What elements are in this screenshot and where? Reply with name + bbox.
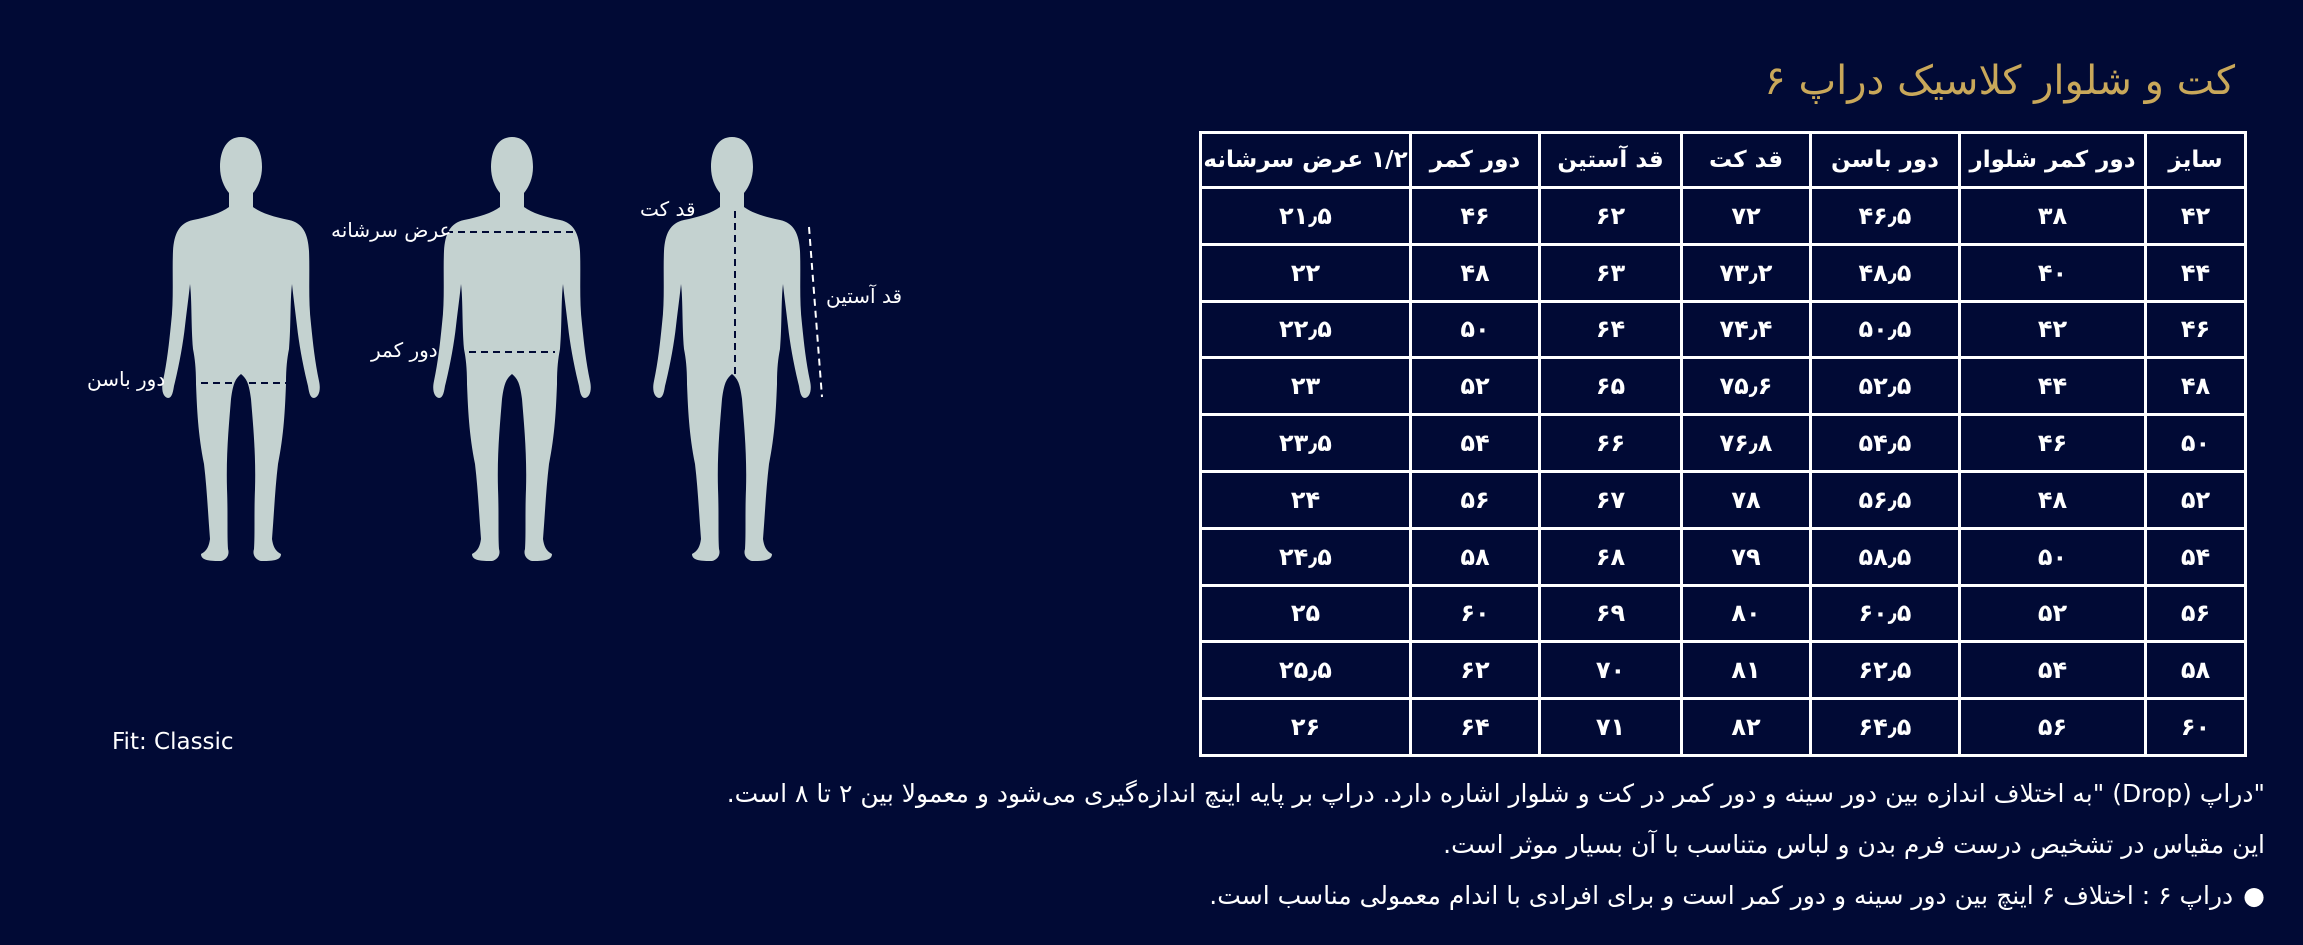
note-drop-6-text: دراپ ۶ : اختلاف ۶ اینچ بین دور سینه و دور کمر است و برای افرادی با اندام معمولی مناسب است. bbox=[1209, 881, 2234, 910]
table-header-cell: دور کمر شلوار bbox=[1960, 133, 2146, 188]
body-figures bbox=[0, 0, 960, 700]
table-cell: ۵۲ bbox=[1960, 585, 2146, 642]
table-cell: ۴۴ bbox=[1960, 358, 2146, 415]
table-cell: ۴۰ bbox=[1960, 244, 2146, 301]
table-cell: ۵۰٫۵ bbox=[1811, 301, 1960, 358]
table-cell: ۶۰ bbox=[1411, 585, 1540, 642]
table-cell: ۷۲ bbox=[1682, 188, 1811, 245]
table-cell: ۵۲ bbox=[2146, 471, 2246, 528]
table-cell: ۳۸ bbox=[1960, 188, 2146, 245]
size-table bbox=[1199, 131, 2247, 757]
table-cell: ۶۸ bbox=[1540, 528, 1682, 585]
label-jacket-length: قد کت bbox=[640, 197, 696, 221]
table-cell: ۵۰ bbox=[1960, 528, 2146, 585]
label-waist: دور کمر bbox=[371, 338, 438, 362]
table-cell: ۵۴ bbox=[1411, 415, 1540, 472]
table-cell: ۲۵٫۵ bbox=[1201, 642, 1411, 699]
table-row bbox=[1201, 585, 2246, 642]
table-cell: ۶۹ bbox=[1540, 585, 1682, 642]
table-cell: ۷۴٫۴ bbox=[1682, 301, 1811, 358]
table-row bbox=[1201, 415, 2246, 472]
note-drop-6 bbox=[727, 870, 2265, 921]
table-cell: ۶۳ bbox=[1540, 244, 1682, 301]
table-cell: ۷۱ bbox=[1540, 699, 1682, 756]
table-row bbox=[1201, 358, 2246, 415]
table-cell: ۶۵ bbox=[1540, 358, 1682, 415]
table-row bbox=[1201, 699, 2246, 756]
table-cell: ۴۸ bbox=[2146, 358, 2246, 415]
page-title: کت و شلوار کلاسیک دراپ ۶ bbox=[1764, 58, 2235, 104]
table-cell: ۴۸٫۵ bbox=[1811, 244, 1960, 301]
table-cell: ۲۳٫۵ bbox=[1201, 415, 1411, 472]
table-cell: ۵۲ bbox=[1411, 358, 1540, 415]
table-cell: ۸۱ bbox=[1682, 642, 1811, 699]
table-cell: ۴۴ bbox=[2146, 244, 2246, 301]
table-cell: ۷۹ bbox=[1682, 528, 1811, 585]
table-header-cell: قد آستین bbox=[1540, 133, 1682, 188]
table-cell: ۴۲ bbox=[2146, 188, 2246, 245]
table-cell: ۵۶ bbox=[1411, 471, 1540, 528]
fit-label: Fit: Classic bbox=[112, 729, 234, 755]
table-header-cell: دور باسن bbox=[1811, 133, 1960, 188]
table-cell: ۴۲ bbox=[1960, 301, 2146, 358]
table-cell: ۵۶ bbox=[1960, 699, 2146, 756]
table-cell: ۴۶ bbox=[1411, 188, 1540, 245]
table-body bbox=[1201, 188, 2246, 756]
table-cell: ۲۱٫۵ bbox=[1201, 188, 1411, 245]
bullet-icon: ● bbox=[2243, 881, 2265, 910]
table-cell: ۶۰٫۵ bbox=[1811, 585, 1960, 642]
table-cell: ۶۴ bbox=[1540, 301, 1682, 358]
table-cell: ۵۴٫۵ bbox=[1811, 415, 1960, 472]
table-header-cell: ۱/۲ عرض سرشانه bbox=[1201, 133, 1411, 188]
table-cell: ۶۴٫۵ bbox=[1811, 699, 1960, 756]
table-row bbox=[1201, 301, 2246, 358]
table-row bbox=[1201, 244, 2246, 301]
table-cell: ۷۶٫۸ bbox=[1682, 415, 1811, 472]
table-header-cell: قد کت bbox=[1682, 133, 1811, 188]
table-cell: ۶۲ bbox=[1540, 188, 1682, 245]
label-shoulder-width: عرض سرشانه bbox=[331, 218, 452, 242]
table-cell: ۶۶ bbox=[1540, 415, 1682, 472]
table-row bbox=[1201, 188, 2246, 245]
table-cell: ۲۵ bbox=[1201, 585, 1411, 642]
figure-middle bbox=[433, 137, 591, 561]
figure-back bbox=[162, 137, 320, 561]
table-cell: ۲۳ bbox=[1201, 358, 1411, 415]
table-cell: ۷۳٫۲ bbox=[1682, 244, 1811, 301]
table-cell: ۲۲ bbox=[1201, 244, 1411, 301]
note-importance: این مقیاس در تشخیص درست فرم بدن و لباس متناسب با آن بسیار موثر است. bbox=[1443, 830, 2265, 859]
table-cell: ۸۲ bbox=[1682, 699, 1811, 756]
table-cell: ۶۲ bbox=[1411, 642, 1540, 699]
note-drop-definition: "دراپ (Drop) "به اختلاف اندازه بین دور سینه و دور کمر در کت و شلوار اشاره دارد. دراپ بر پایه اینچ اندازه‌گیری می‌شود و معمولا بین ۲ تا ۸ است. bbox=[726, 779, 2265, 808]
table-cell: ۷۸ bbox=[1682, 471, 1811, 528]
label-sleeve-length: قد آستین bbox=[826, 284, 903, 308]
table-cell: ۶۰ bbox=[2146, 699, 2246, 756]
table-cell: ۵۰ bbox=[2146, 415, 2246, 472]
table-row bbox=[1201, 471, 2246, 528]
table-cell: ۲۴٫۵ bbox=[1201, 528, 1411, 585]
table-row bbox=[1201, 642, 2246, 699]
table-row bbox=[1201, 528, 2246, 585]
table-cell: ۵۰ bbox=[1411, 301, 1540, 358]
notes bbox=[727, 768, 2265, 921]
table-cell: ۴۶ bbox=[1960, 415, 2146, 472]
table-cell: ۲۲٫۵ bbox=[1201, 301, 1411, 358]
table-cell: ۴۸ bbox=[1411, 244, 1540, 301]
table-header-row bbox=[1201, 133, 2246, 188]
table-cell: ۴۶ bbox=[2146, 301, 2246, 358]
table-header-cell: سایز bbox=[2146, 133, 2246, 188]
table-header-cell: دور کمر bbox=[1411, 133, 1540, 188]
table-cell: ۵۸٫۵ bbox=[1811, 528, 1960, 585]
table-cell: ۷۵٫۶ bbox=[1682, 358, 1811, 415]
table-cell: ۲۴ bbox=[1201, 471, 1411, 528]
table-cell: ۵۲٫۵ bbox=[1811, 358, 1960, 415]
table-cell: ۵۶٫۵ bbox=[1811, 471, 1960, 528]
table-cell: ۵۴ bbox=[2146, 528, 2246, 585]
table-cell: ۴۸ bbox=[1960, 471, 2146, 528]
table-cell: ۵۴ bbox=[1960, 642, 2146, 699]
table-cell: ۶۲٫۵ bbox=[1811, 642, 1960, 699]
table-cell: ۵۶ bbox=[2146, 585, 2246, 642]
table-cell: ۶۷ bbox=[1540, 471, 1682, 528]
label-hip: دور باسن bbox=[87, 367, 166, 391]
table-cell: ۵۸ bbox=[1411, 528, 1540, 585]
table-cell: ۶۴ bbox=[1411, 699, 1540, 756]
table-cell: ۲۶ bbox=[1201, 699, 1411, 756]
table-cell: ۸۰ bbox=[1682, 585, 1811, 642]
table-cell: ۷۰ bbox=[1540, 642, 1682, 699]
table-cell: ۴۶٫۵ bbox=[1811, 188, 1960, 245]
table-cell: ۵۸ bbox=[2146, 642, 2246, 699]
